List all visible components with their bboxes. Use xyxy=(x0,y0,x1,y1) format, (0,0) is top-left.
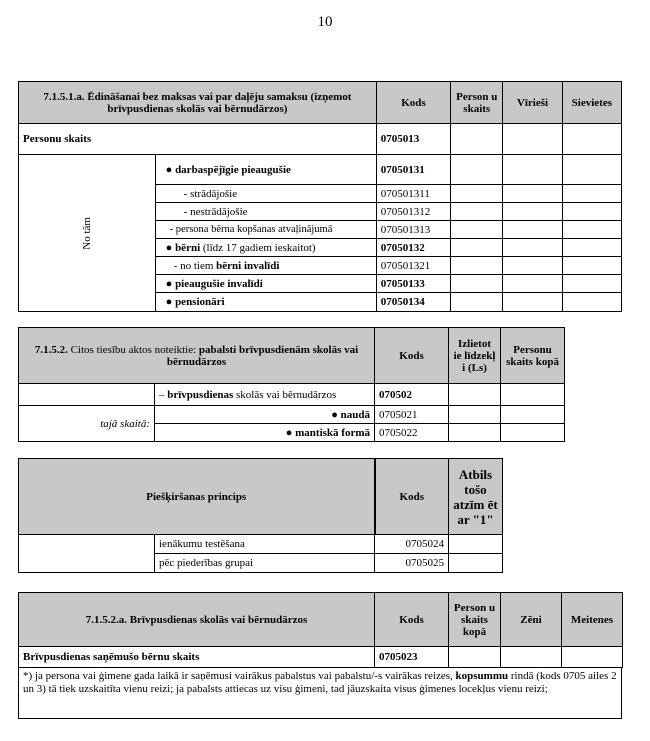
t1-cell[interactable] xyxy=(503,221,562,239)
t2-cell[interactable] xyxy=(501,406,565,424)
t2-col-persons: Personu skaits kopā xyxy=(501,328,565,384)
t2-title-pre: 7.1.5.2. xyxy=(34,343,68,356)
table-7-1-5-1-a xyxy=(18,81,622,312)
t4-row-code: 0705023 xyxy=(375,647,449,668)
t1-col-virieši: Vīrieši xyxy=(503,82,562,124)
t1-cell[interactable] xyxy=(451,155,503,185)
t1-row-label: - nestrādājošie xyxy=(155,203,376,221)
footnote-part2: rindā (kods 0705 ailes 2 un 3) tā tiek uzskaitīta vienu reizi; ja pabalsts attiecas uz visu ģimeni, tad jāuzskaita visus ģimenes locekļus vienu reizi; xyxy=(23,670,617,695)
t3-cell[interactable] xyxy=(449,535,503,554)
t1-title: 7.1.5.1.a. Ēdināšanai bez maksas vai par daļēju samaksu (izņemot brīvpusdienas skolās vai bērnudārzos) xyxy=(19,82,377,124)
t2-row2-label: ● naudā xyxy=(155,406,375,424)
t1-col-persons: Person u skaits xyxy=(451,82,503,124)
t4-row-label: Brīvpusdienas saņēmušo bērnu skaits xyxy=(19,647,375,668)
t1-cell[interactable] xyxy=(451,203,503,221)
t3-title: Piešķiršanas princips xyxy=(19,459,375,535)
t1-row-code: 070501321 xyxy=(376,257,450,275)
t4-cell[interactable] xyxy=(449,647,501,668)
t1-cell[interactable] xyxy=(451,221,503,239)
t4-cell[interactable] xyxy=(562,647,623,668)
t1-row-code: 070501312 xyxy=(376,203,450,221)
t1-row-code: 07050132 xyxy=(376,239,450,257)
t1-cell[interactable] xyxy=(503,257,562,275)
t1-cell[interactable] xyxy=(562,124,621,155)
t1-cell[interactable] xyxy=(503,239,562,257)
t1-row-label: ● pensionāri xyxy=(155,293,376,312)
t1-cell[interactable] xyxy=(451,257,503,275)
t2-title-mid: Citos tiesību aktos noteiktie: xyxy=(67,343,199,356)
t1-cell[interactable] xyxy=(451,293,503,312)
footnote xyxy=(18,667,622,719)
t2-row1-bold: brīvpusdienas xyxy=(167,388,234,401)
t1-row-label xyxy=(155,239,376,257)
t3-cell[interactable] xyxy=(449,554,503,573)
t1-cell[interactable] xyxy=(562,155,621,185)
t1-total-code: 0705013 xyxy=(376,124,450,155)
t2-row2-code: 0705021 xyxy=(375,406,449,424)
t2-cell[interactable] xyxy=(501,384,565,406)
t1-cell[interactable] xyxy=(503,124,562,155)
t1-row-label-rest: (līdz 17 gadiem ieskaitot) xyxy=(200,241,316,254)
t4-col-zeni: Zēni xyxy=(501,593,562,647)
t2-row3-code: 0705022 xyxy=(375,424,449,442)
t1-cell[interactable] xyxy=(562,239,621,257)
t1-side-cell xyxy=(19,155,156,312)
t3-row1-code: 0705024 xyxy=(375,535,449,554)
t1-row-code: 07050131 xyxy=(376,155,450,185)
t1-cell[interactable] xyxy=(503,293,562,312)
t2-cell[interactable] xyxy=(449,384,501,406)
t1-row-label: ● pieaugušie invalīdi xyxy=(155,275,376,293)
footnote-bold: kopsummu xyxy=(455,670,509,682)
t2-row1-code: 070502 xyxy=(375,384,449,406)
t2-col-kods: Kods xyxy=(375,328,449,384)
t3-col-mark: Atbils tošo atzīm ēt ar "1" xyxy=(449,459,503,535)
table-7-1-5-2-a xyxy=(18,592,623,668)
t1-cell[interactable] xyxy=(562,203,621,221)
t3-col-kods: Kods xyxy=(375,459,449,535)
page-number: 10 xyxy=(317,14,333,30)
t2-cell[interactable] xyxy=(501,424,565,442)
t1-row-label: ● darbaspējīgie pieaugušie xyxy=(155,155,376,185)
t4-cell[interactable] xyxy=(501,647,562,668)
t4-col-persons: Person u skaits kopā xyxy=(449,593,501,647)
table-7-1-5-2 xyxy=(18,327,565,442)
t1-cell[interactable] xyxy=(503,275,562,293)
t2-row1-label xyxy=(155,384,375,406)
t1-cell[interactable] xyxy=(451,185,503,203)
t1-cell[interactable] xyxy=(451,275,503,293)
t1-row-code: 070501311 xyxy=(376,185,450,203)
t1-row-label-pre: - no tiem xyxy=(173,259,217,272)
t1-row-label: - strādājošie xyxy=(155,185,376,203)
t1-row-label-bold: bērni invalīdi xyxy=(216,259,280,272)
t3-empty-cell xyxy=(19,535,155,573)
t1-cell[interactable] xyxy=(451,124,503,155)
t2-row1-pre: – xyxy=(159,388,168,401)
t1-cell[interactable] xyxy=(562,293,621,312)
t1-cell[interactable] xyxy=(562,257,621,275)
t4-col-kods: Kods xyxy=(375,593,449,647)
t1-row-code: 070501313 xyxy=(376,221,450,239)
t1-cell[interactable] xyxy=(503,155,562,185)
t1-total-label: Personu skaits xyxy=(19,124,377,155)
t1-row-code: 07050133 xyxy=(376,275,450,293)
t2-col-used: Izlietot ie līdzekļ i (Ls) xyxy=(449,328,501,384)
t2-side-label: tajā skaitā: xyxy=(19,406,155,442)
table-princips xyxy=(18,458,503,573)
t2-title-bold: pabalsti brīvpusdienām skolās vai bērnudārzos xyxy=(166,343,359,368)
t1-cell[interactable] xyxy=(562,221,621,239)
t2-row3-label: ● mantiskā formā xyxy=(155,424,375,442)
t1-cell[interactable] xyxy=(503,185,562,203)
t4-title: 7.1.5.2.a. Brīvpusdienas skolās vai bērnudārzos xyxy=(19,593,375,647)
t1-cell[interactable] xyxy=(562,185,621,203)
t2-empty-cell xyxy=(19,384,155,406)
t2-cell[interactable] xyxy=(449,424,501,442)
t1-col-sievietes: Sievietes xyxy=(562,82,621,124)
t2-cell[interactable] xyxy=(449,406,501,424)
t3-row2-code: 0705025 xyxy=(375,554,449,573)
t3-row1-label: ienākumu testēšana xyxy=(155,535,375,554)
t1-col-kods: Kods xyxy=(376,82,450,124)
t4-col-meitenes: Meitenes xyxy=(562,593,623,647)
t2-row1-rest: skolās vai bērnudārzos xyxy=(233,388,337,401)
t3-row2-label: pēc piederības grupai xyxy=(155,554,375,573)
t1-cell[interactable] xyxy=(451,239,503,257)
footnote-part1: *) ja persona vai ģimene gada laikā ir saņēmusi vairākus pabalstus vai pabalstu/-s vairākas reizes, xyxy=(23,670,456,682)
t1-cell[interactable] xyxy=(503,203,562,221)
t2-title xyxy=(19,328,375,384)
t1-row-label-bold: ● bērni xyxy=(165,241,201,254)
t1-cell[interactable] xyxy=(562,275,621,293)
t1-row-label xyxy=(155,257,376,275)
t1-side-label: No tām xyxy=(80,216,93,250)
t1-row-code: 07050134 xyxy=(376,293,450,312)
t1-row-label: - persona bērna kopšanas atvaļinājumā xyxy=(155,221,376,239)
